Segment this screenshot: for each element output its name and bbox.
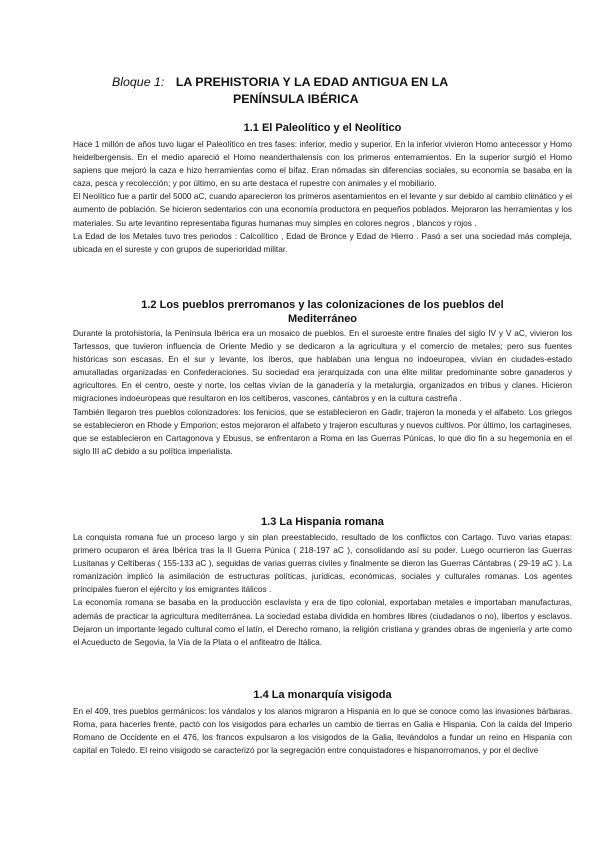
paragraph: La conquista romana fue un proceso largo y sin plan preestablecido, resultado de los conflictos con Cartago. Tuvo varias etapas: primero ocuparon el área Ibérica tras la II Guerra Púnica ( 218-197 aC ), consolidando así su poder. Luego ocurrieron las Guerras Lusitanas y Celtíberas ( 155-133 aC ), seguidas de varias guerras civiles y finalmente se dieron las Guerras Cántabras ( 29-19 aC ). La romanización implicó la asimilación de estructuras políticas, jurídicas, económicas, sociales y culturales romanas. Los agentes principales fueron el ejército y los emigrantes itálicos . (73, 532, 572, 595)
document-title-line1: LA PREHISTORIA Y LA EDAD ANTIGUA EN LA (175, 75, 449, 89)
section-paleolitico-neolitico (73, 121, 572, 256)
paragraph: La economía romana se basaba en la producción esclavista y era de tipo colonial, exportaban metales e importaban manufacturas, además de practicar la agricultura mediterránea. La sociedad estaba dividida en hombres libres (ciudadanos o no), libertos y esclavos. Dejaron un importante legado cultural como el latín, el Derecho romano, la religión cristiana y grandes obras de ingeniería y arte como el Acueducto de Segovia, la Vía de la Plata o el anfiteatro de Itálica. (73, 597, 572, 647)
paragraph: Durante la protohistoria, la Península Ibérica era un mosaico de pueblos. En el suroeste entre finales del siglo IV y V aC, vivieron los Tartessos, que tuvieron influencia de Oriente Medio y se dedicaron a la agricultura y el comercio de metales; pero sus fuentes históricas son escasas. En el sur y levante, los íberos, que hablaban una lengua no indoeuropea, vivían en ciudades-estado amuralladas organizadas en Confederaciones. Su sociedad era jerarquizada con una élite militar predominante sobre ganaderos y agricultores. En el centro, oeste y norte, los celtas vivían de la ganadería y la metalurgia, organizados en tribus y clanes. Hicieron migraciones indoeuropeas que resultaron en los celtíberos, vascones, cántabros y en la cultura castreña . (73, 328, 572, 404)
paragraph: En el 409, tres pueblos germánicos: los vándalos y los alanos migraron a Hispania en lo que se conoce como las invasiones bárbaras. Roma, para hacerles frente, pactó con los visigodos para echarles un cambio de tierras en Galia e Hispania. Con la caída del Imperio Romano de Occidente en el 476, los francos expulsaron a los visigodos de la Galia, llevándolos a fundar un reino en Hispania con capital en Toledo. El reino visigodo se caracterizó por la segregación entre conquistadores e hispanorromanos, y por el declive (73, 706, 572, 756)
section-heading: 1.1 El Paleolítico y el Neolítico (243, 122, 402, 134)
paragraph: La Edad de los Metales tuvo tres periodos : Calcolítico , Edad de Bronce y Edad de Hierro . Pasó a ser una sociedad más compleja, ubicada en el sureste y con grupos de superioridad militar. (73, 230, 572, 254)
section-heading: 1.4 La monarquía visigoda (253, 689, 392, 701)
document-header (112, 74, 552, 108)
paragraph: El Neolítico fue a partir del 5000 aC, cuando aparecieron los primeros asentamientos en el levante y sur debido al cambio climático y el aumento de población. Se hicieron sedentarios con una economía productora en pequeños poblados. Mejoraron las herramientas y los materiales. Su arte levantino representaba figuras humanas muy simples en colores negros , blancos y rojos . (73, 191, 572, 228)
bloque-label: Bloque 1: (112, 75, 165, 89)
paragraph: Hace 1 millón de años tuvo lugar el Paleolítico en tres fases: inferior, medio y superior. En la inferior vivieron Homo antecessor y Homo heidelbergensis. En el medio apareció el Homo neanderthalensis con los primeros enterramientos. En la superior surgió el Homo sapiens que mejoró la caza e hizo herramientas como el bifaz. Eran nómadas sin diferencias sociales, su economía se basaba en la caza, pesca y recolección; y por último, en su arte destaca el rupestre con animales y el mobiliario. (73, 139, 572, 189)
section-monarquia-visigoda (73, 688, 572, 757)
section-heading: 1.3 La Hispania romana (261, 516, 384, 528)
paragraph: También llegaron tres pueblos colonizadores: los fenicios, que se establecieron en Gadir, trajeron la moneda y el alfabeto. Los griegos se establecieron en Rhode y Emporion; estos mejoraron el alfabeto y trajeron esculturas y nuevos cultivos. Por último, los cartagineses, que se establecieron en Cartagonova y Ebusus, se enfrentaron a Roma en las Guerras Púnicas, lo que dio fin a su hegemonía en el siglo III aC debido a su política imperialista. (73, 406, 572, 456)
document-title-line2: PENÍNSULA IBÉRICA (233, 92, 359, 106)
section-hispania-romana (73, 515, 572, 649)
section-heading: 1.2 Los pueblos prerromanos y las colonizaciones de los pueblos del Mediterráneo (141, 299, 504, 325)
section-pueblos-prerromanos (73, 298, 572, 458)
